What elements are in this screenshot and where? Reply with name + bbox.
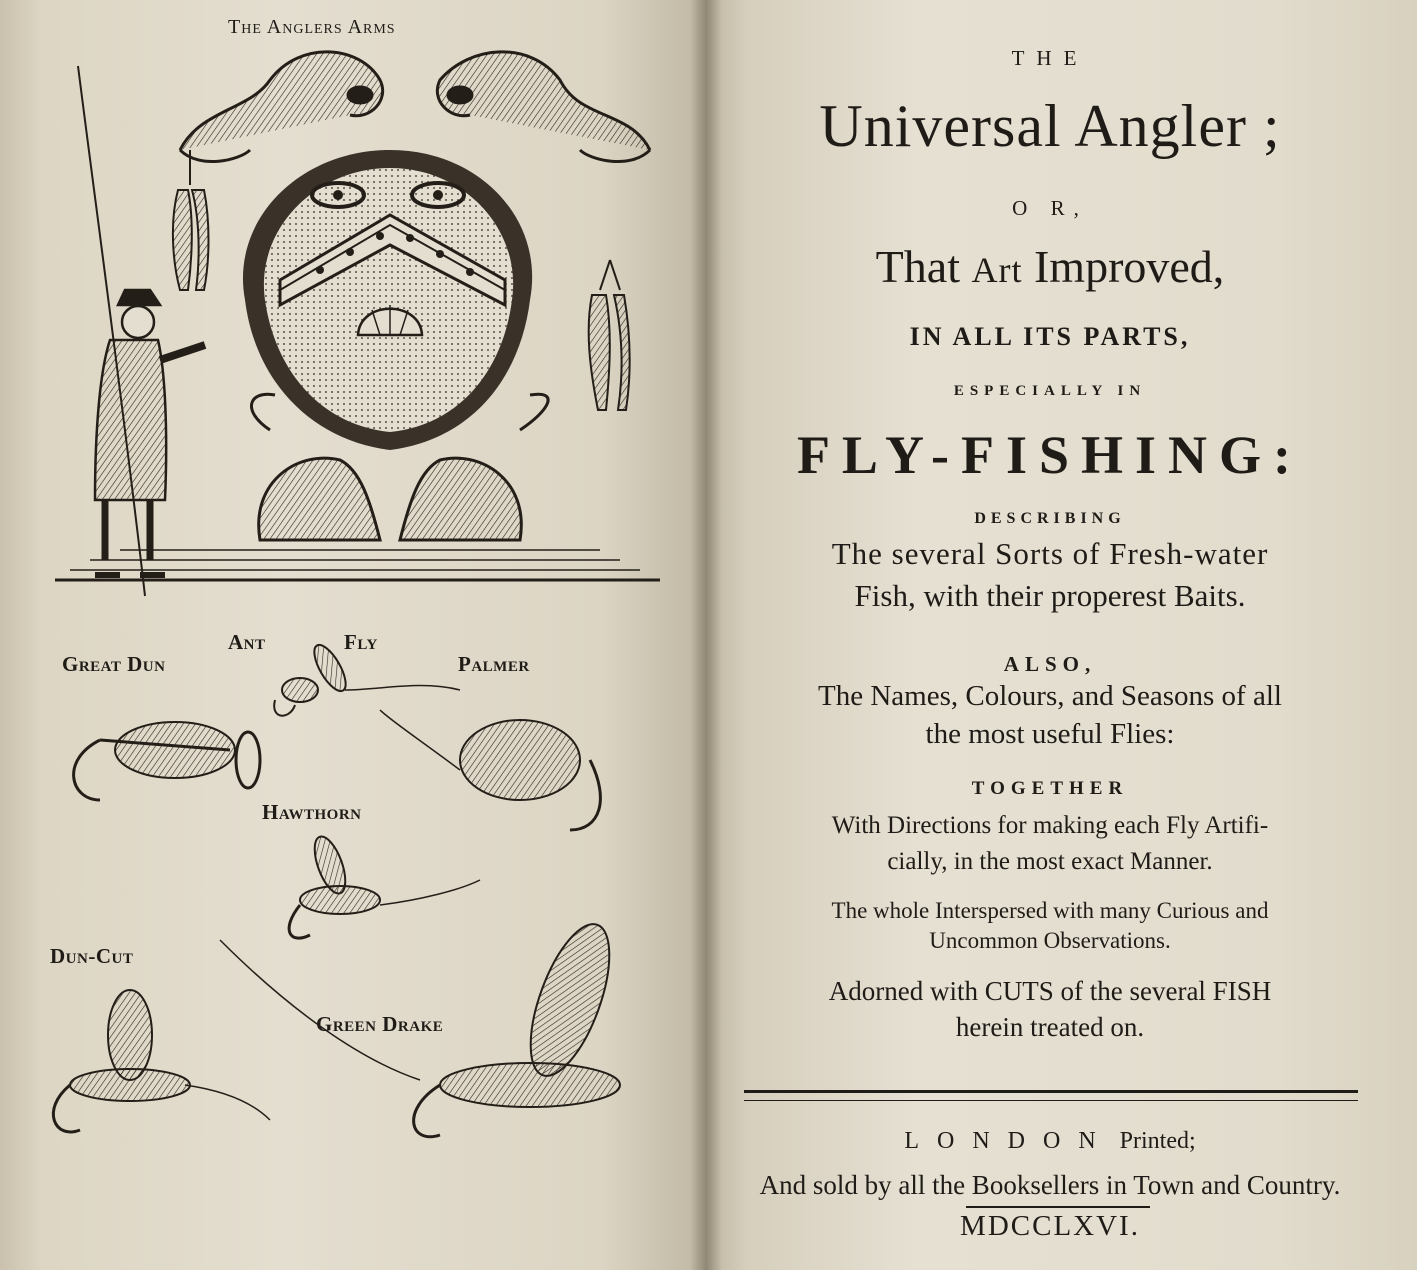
fly-dun-cut [53,990,270,1132]
imprint-date: MDCCLXVI. [960,1210,1140,1242]
also-heading: ALSO, [1003,652,1097,676]
plate-title: The Anglers Arms [228,16,396,38]
hanging-fish-left [173,150,209,290]
fly-great-dun [74,722,260,800]
fly-label-palmer: Palmer [458,652,530,676]
together-line-2: cially, in the most exact Manner. [887,848,1213,875]
adorned-line-1: Adorned with CUTS of the several FISH [828,976,1272,1006]
whole-line-1: The whole Interspersed with many Curious and [831,898,1269,923]
subtitle-especially: ESPECIALLY IN [953,383,1147,399]
describing-line-1: The several Sorts of Fresh-water [831,536,1269,571]
subtitle-art-improved [720,240,1380,293]
imprint-line-1 [720,1128,1380,1155]
divider-rule-thin [744,1100,1358,1101]
title-page [705,0,1417,1270]
fly-label-fly: Fly [344,630,378,654]
divider-rule-thick [744,1090,1358,1093]
also-line-1: The Names, Colours, and Seasons of all [818,680,1282,712]
together-heading: TOGETHER [971,778,1129,799]
fly-label-green-drake: Green Drake [316,1012,444,1036]
describing-line-2: Fish, with their properest Baits. [854,578,1246,613]
subtitle-improved: Improved, [1033,241,1225,292]
title-or: O R, [1012,196,1088,220]
whole-line-2: Uncommon Observations. [929,928,1171,953]
imprint-printed: Printed; [1119,1128,1196,1154]
together-line-1: With Directions for making each Fly Artifi- [831,812,1269,839]
dolphin-crest [180,52,650,162]
coat-of-arms-shield [243,150,532,450]
frontispiece-page [0,0,705,1270]
describing-heading: DESCRIBING [974,510,1126,527]
fly-hawthorn [289,833,480,938]
fly-label-dun-cut: Dun-Cut [50,944,134,968]
imprint-city: LONDON [904,1128,1114,1154]
divider-rule-date [966,1206,1150,1208]
also-line-2: the most useful Flies: [925,718,1175,750]
subtitle-that: That [875,241,960,292]
fly-palmer [380,710,600,830]
subtitle-parts: IN ALL ITS PARTS, [909,322,1191,351]
subtitle-art: Art [971,250,1023,290]
title-the: THE [1011,46,1089,70]
hanging-fish-right [589,260,630,410]
imprint-line-2: And sold by all the Booksellers in Town and Country. [759,1170,1341,1200]
fly-label-great-dun: Great Dun [62,652,166,676]
fly-label-ant: Ant [228,630,266,654]
subtitle-fly-fishing: FLY-FISHING: [796,425,1304,485]
adorned-line-2: herein treated on. [955,1012,1145,1042]
fly-label-hawthorn: Hawthorn [262,800,362,824]
book-gutter [690,0,722,1270]
main-title: Universal Angler ; [819,93,1281,159]
